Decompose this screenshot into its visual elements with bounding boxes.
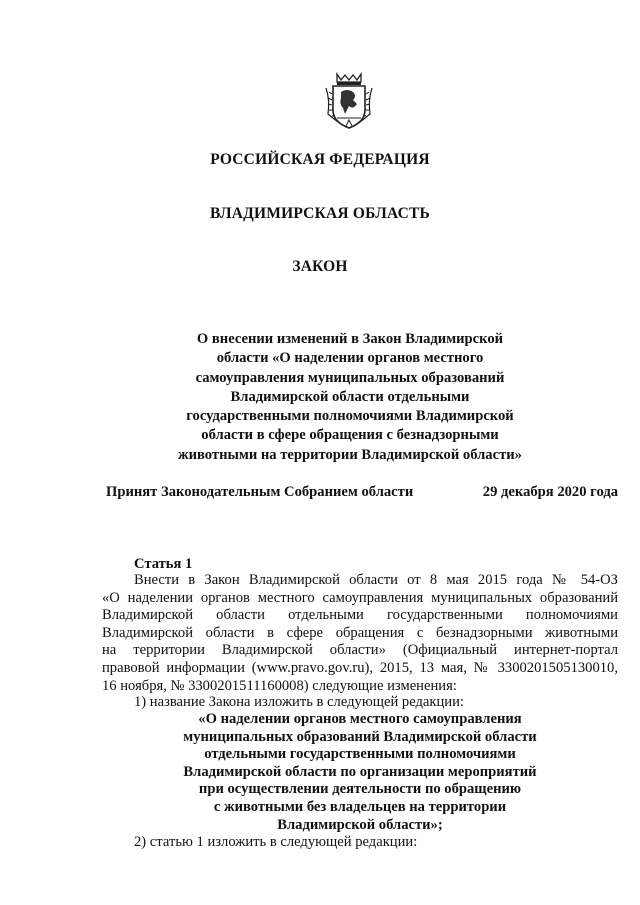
- country-heading: РОССИЙСКАЯ ФЕДЕРАЦИЯ: [210, 151, 430, 168]
- adoption-line: [106, 484, 618, 501]
- law-title-line: животными на территории Владимирской области»: [178, 446, 522, 463]
- article-intro: [102, 572, 618, 695]
- article-intro-line: Владимирской области в сфере обращения с безнадзорными животными: [102, 624, 618, 641]
- new-law-title-line: с животными без владельцев на территории: [213, 798, 507, 815]
- new-law-title-line: Владимирской области»;: [277, 816, 443, 833]
- law-title-line: области в сфере обращения с безнадзорными: [201, 427, 499, 444]
- law-title-line: самоуправления муниципальных образований: [195, 369, 505, 386]
- document-type-heading: ЗАКОН: [292, 258, 348, 275]
- region-heading: ВЛАДИМИРСКАЯ ОБЛАСТЬ: [210, 205, 430, 222]
- new-law-title-line: «О наделении органов местного самоуправления: [198, 711, 522, 727]
- law-title-line: Владимирской области отдельными: [230, 388, 470, 405]
- article-intro-line: 16 ноября, № 3300201511160008) следующие изменения:: [102, 677, 457, 694]
- adoption-label: Принят Законодательным Собранием области: [106, 484, 414, 500]
- article-heading: Статья 1: [134, 556, 193, 572]
- coat-of-arms-emblem: [323, 70, 375, 130]
- article-intro-line: Внести в Закон Владимирской области от 8 мая 2015 года № 54-ОЗ: [134, 572, 618, 588]
- adoption-date: 29 декабря 2020 года: [482, 484, 618, 500]
- new-law-title-line: муниципальных образований Владимирской области: [183, 728, 537, 745]
- article-intro-line: правовой информации (www.pravo.gov.ru), 2015, 13 мая, № 3300201505130010,: [102, 659, 618, 676]
- amendment-item-2: 2) статью 1 изложить в следующей редакции:: [134, 834, 418, 850]
- amendment-item-1: 1) название Закона изложить в следующей редакции:: [134, 694, 464, 710]
- law-title-line: государственными полномочиями Владимирской: [186, 408, 514, 425]
- new-law-title: [150, 711, 570, 834]
- article-intro-line: на территории Владимирской области» (Официальный интернет-портал: [102, 642, 618, 659]
- article-intro-line: «О наделении органов местного самоуправления муниципальных образований: [102, 589, 618, 606]
- law-title-line: области «О наделении органов местного: [216, 350, 484, 367]
- new-law-title-line: отдельными государственными полномочиями: [204, 746, 516, 763]
- new-law-title-line: Владимирской области по организации мероприятий: [183, 763, 537, 780]
- law-title-line: О внесении изменений в Закон Владимирской: [196, 331, 504, 347]
- law-title: [150, 330, 550, 465]
- new-law-title-line: при осуществлении деятельности по обращению: [198, 781, 522, 798]
- article-intro-line: Владимирской области отдельными государственными полномочиями: [102, 607, 618, 624]
